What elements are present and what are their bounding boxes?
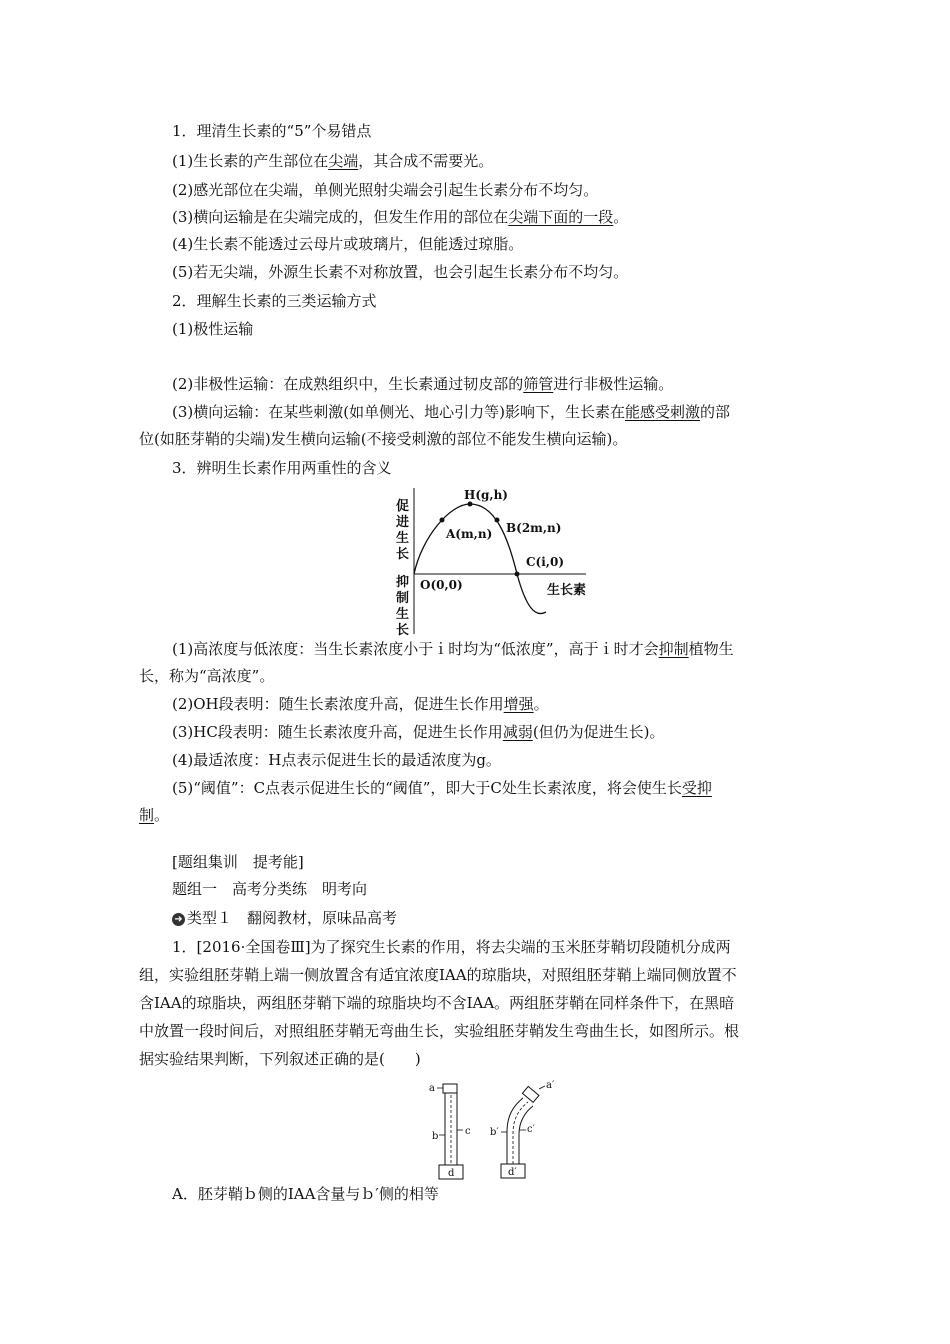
section3-point5-cont: 制。 <box>139 806 170 824</box>
section2-point1: (1)极性运输 <box>172 320 254 338</box>
label-c-prime: c′ <box>527 1124 535 1135</box>
y-label-promote-1: 促 <box>396 499 410 514</box>
section1-point2: (2)感光部位在尖端，单侧光照射尖端会引起生长素分布不均匀。 <box>172 181 599 199</box>
question1-line3: 含IAA的琼脂块，两组胚芽鞘下端的琼脂块均不含IAA。两组胚芽鞘在同样条件下，在黑暗 <box>139 994 735 1012</box>
section3-point5: (5)“阈值”：C点表示促进生长的“阈值”，即大于C处生长素浓度，将会使生长受抑 <box>172 779 712 797</box>
label-d: d <box>448 1168 455 1179</box>
section3-point4: (4)最适浓度：H点表示促进生长的最适浓度为g。 <box>172 751 501 769</box>
y-label-inhibit-3: 生 <box>396 607 410 622</box>
section2-title: 2．理解生长素的三类运输方式 <box>172 292 377 310</box>
y-label-promote-2: 进 <box>396 515 410 530</box>
section1-title: 1．理清生长素的“5”个易错点 <box>172 122 372 140</box>
question1-line1: 1．[2016·全国卷Ⅲ]为了探究生长素的作用，将去尖端的玉米胚芽鞘切段随机分成两 <box>172 938 731 956</box>
point-h <box>468 502 473 507</box>
practice-heading: [题组集训 提考能] <box>172 853 304 871</box>
section2-point2: (2)非极性运输：在成熟组织中，生长素通过韧皮部的筛管进行非极性运输。 <box>172 375 674 393</box>
label-a: A(m,n) <box>446 527 493 541</box>
label-b: b <box>432 1131 439 1142</box>
y-label-promote-4: 长 <box>396 547 410 562</box>
x-axis-label: 生长素 <box>547 583 587 598</box>
label-a: a <box>429 1083 435 1094</box>
y-label-inhibit-1: 抑 <box>396 575 410 590</box>
y-label-inhibit-2: 制 <box>396 591 410 606</box>
section1-point4: (4)生长素不能透过云母片或玻璃片，但能透过琼脂。 <box>172 235 524 253</box>
label-b-prime: b′ <box>490 1127 499 1138</box>
coleoptile-figure <box>425 1080 585 1185</box>
coleoptile-experimental <box>513 1102 528 1164</box>
dual-effect-graph <box>360 482 610 637</box>
section1-point1: (1)生长素的产生部位在尖端，其合成不需要光。 <box>172 152 494 170</box>
section3-point1: (1)高浓度与低浓度：当生长素浓度小于ｉ时均为“低浓度”，高于ｉ时才会抑制植物生 <box>172 640 734 658</box>
question-group-title: 题组一 高考分类练 明考向 <box>172 880 368 898</box>
arrow-right-icon: ➜ <box>172 913 185 926</box>
section2-point3-cont: 位(如胚芽鞘的尖端)发生横向运输(不接受刺激的部位不能发生横向运输)。 <box>139 430 628 448</box>
y-label-promote-3: 生 <box>396 531 410 546</box>
agar-block-a <box>443 1084 457 1093</box>
agar-block-a-prime <box>522 1086 539 1102</box>
label-d-prime: d′ <box>508 1167 517 1178</box>
section3-point3: (3)HC段表明：随生长素浓度升高，促进生长作用减弱(但仍为促进生长)。 <box>172 723 665 741</box>
section2-point3: (3)横向运输：在某些刺激(如单侧光、地心引力等)影响下，生长素在能感受刺激的部 <box>172 403 730 421</box>
question1-line4: 中放置一段时间后，对照组胚芽鞘无弯曲生长，实验组胚芽鞘发生弯曲生长，如图所示。根 <box>139 1022 740 1040</box>
question1-line5: 据实验结果判断，下列叙述正确的是( ) <box>139 1050 421 1068</box>
label-h: H(g,h) <box>464 488 508 502</box>
section1-point3: (3)横向运输是在尖端完成的，但发生作用的部位在尖端下面的一段。 <box>172 208 629 226</box>
point-a <box>440 518 445 523</box>
section3-point2: (2)OH段表明：随生长素浓度升高，促进生长作用增强。 <box>172 695 549 713</box>
label-o: O(0,0) <box>420 578 463 592</box>
point-b <box>495 518 500 523</box>
coleoptile-control <box>445 1093 457 1165</box>
question1-line2: 组，实验组胚芽鞘上端一侧放置含有适宜浓度IAA的琼脂块，对照组胚芽鞘上端同侧放置不 <box>139 966 737 984</box>
label-b: B(2m,n) <box>506 521 562 535</box>
y-label-inhibit-4: 长 <box>396 623 410 637</box>
section3-point1-cont: 长，称为“高浓度”。 <box>139 667 275 685</box>
section3-title: 3．辨明生长素作用两重性的含义 <box>172 459 392 477</box>
section1-point5: (5)若无尖端，外源生长素不对称放置，也会引起生长素分布不均匀。 <box>172 263 629 281</box>
label-a-prime: a′ <box>546 1080 555 1091</box>
label-c: C(i,0) <box>526 555 564 569</box>
option-a: A．胚芽鞘ｂ侧的IAA含量与ｂ′侧的相等 <box>172 1185 439 1203</box>
label-c: c <box>465 1126 471 1137</box>
point-c <box>515 572 520 577</box>
question-type-label: ➜ 类型１ 翻阅教材，原味品高考 <box>172 908 397 928</box>
